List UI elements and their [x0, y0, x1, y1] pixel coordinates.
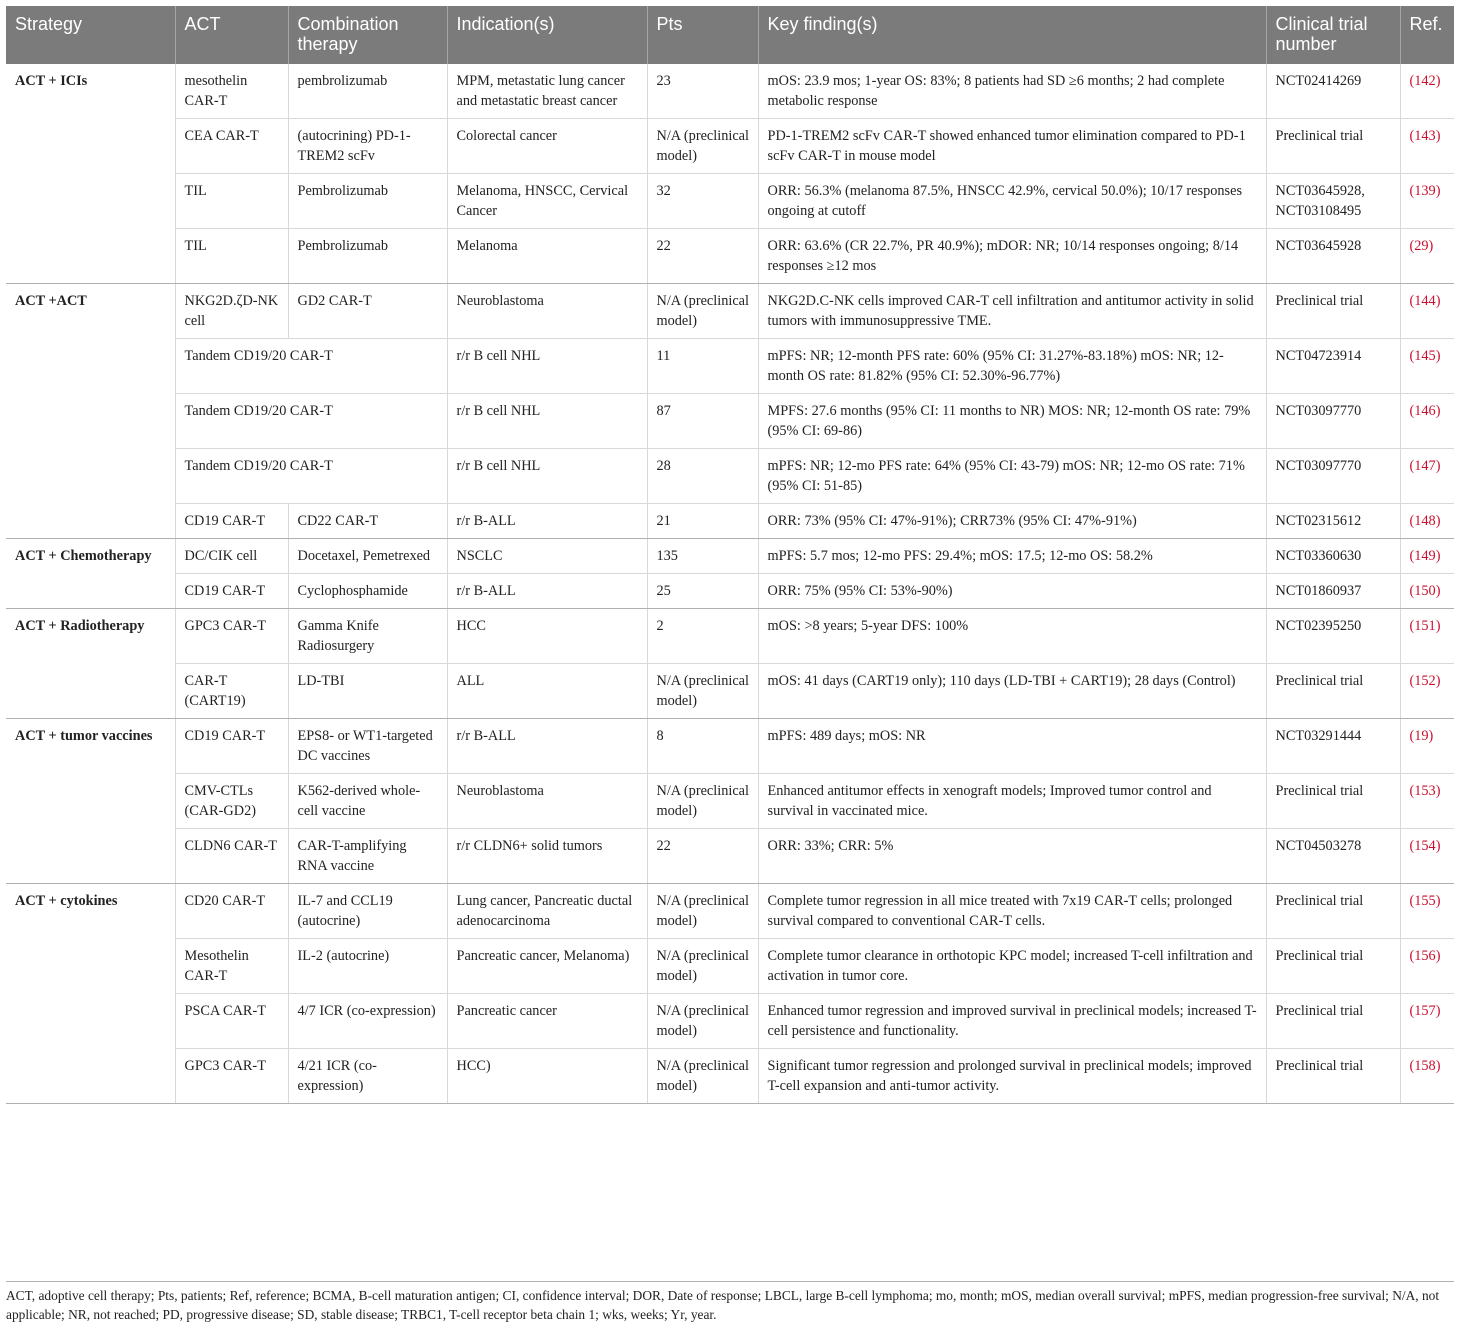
- combination-cell: Pembrolizumab: [288, 174, 447, 229]
- ref-cell: [1400, 119, 1454, 174]
- act-cell: CAR-T (CART19): [175, 664, 288, 719]
- finding-cell: Complete tumor clearance in orthotopic KPC model; increased T-cell infiltration and activation in tumor core.: [758, 939, 1266, 994]
- finding-cell: mPFS: 5.7 mos; 12-mo PFS: 29.4%; mOS: 17.5; 12-mo OS: 58.2%: [758, 539, 1266, 574]
- trial-cell: NCT04503278: [1266, 829, 1400, 884]
- table-row: [6, 994, 1454, 1049]
- indication-cell: MPM, metastatic lung cancer and metastatic breast cancer: [447, 64, 647, 119]
- finding-cell: Enhanced tumor regression and improved survival in preclinical models; increased T-cell persistence and functionality.: [758, 994, 1266, 1049]
- table-row: [6, 574, 1454, 609]
- reference-link: (143): [1409, 128, 1441, 144]
- combination-cell: Cyclophosphamide: [288, 574, 447, 609]
- finding-cell: mOS: 41 days (CART19 only); 110 days (LD-TBI + CART19); 28 days (Control): [758, 664, 1266, 719]
- pts-cell: N/A (preclinical model): [647, 664, 758, 719]
- pts-cell: N/A (preclinical model): [647, 994, 758, 1049]
- act-cell: DC/CIK cell: [175, 539, 288, 574]
- reference-link: (155): [1409, 893, 1441, 909]
- reference-link: (29): [1409, 238, 1434, 254]
- indication-cell: r/r B-ALL: [447, 574, 647, 609]
- table-row: [6, 504, 1454, 539]
- table-body: [6, 64, 1454, 1104]
- act-cell: CD20 CAR-T: [175, 884, 288, 939]
- reference-link: (150): [1409, 583, 1441, 599]
- indication-cell: NSCLC: [447, 539, 647, 574]
- finding-cell: ORR: 56.3% (melanoma 87.5%, HNSCC 42.9%, cervical 50.0%); 10/17 responses ongoing at cutoff: [758, 174, 1266, 229]
- pts-cell: N/A (preclinical model): [647, 884, 758, 939]
- ref-cell: [1400, 664, 1454, 719]
- reference-link: (139): [1409, 183, 1441, 199]
- strategy-cell: ACT + Chemotherapy: [6, 539, 175, 609]
- trial-cell: Preclinical trial: [1266, 664, 1400, 719]
- table-bottom-rule: [6, 1281, 1454, 1282]
- indication-cell: Pancreatic cancer: [447, 994, 647, 1049]
- reference-link: (151): [1409, 618, 1441, 634]
- table-row: [6, 939, 1454, 994]
- act-cell: Tandem CD19/20 CAR-T: [175, 339, 447, 394]
- ref-cell: [1400, 229, 1454, 284]
- trial-cell: Preclinical trial: [1266, 994, 1400, 1049]
- table-row: [6, 284, 1454, 339]
- trial-cell: NCT01860937: [1266, 574, 1400, 609]
- combination-cell: EPS8- or WT1-targeted DC vaccines: [288, 719, 447, 774]
- reference-link: (145): [1409, 348, 1441, 364]
- strategy-cell: ACT + Radiotherapy: [6, 609, 175, 719]
- combination-cell: Docetaxel, Pemetrexed: [288, 539, 447, 574]
- indication-cell: Pancreatic cancer, Melanoma): [447, 939, 647, 994]
- ref-cell: [1400, 994, 1454, 1049]
- reference-link: (158): [1409, 1058, 1441, 1074]
- ref-cell: [1400, 829, 1454, 884]
- combination-cell: LD-TBI: [288, 664, 447, 719]
- ref-cell: [1400, 719, 1454, 774]
- trial-cell: NCT03645928, NCT03108495: [1266, 174, 1400, 229]
- table-row: [6, 884, 1454, 939]
- pts-cell: 22: [647, 229, 758, 284]
- table-row: [6, 339, 1454, 394]
- table-row: [6, 119, 1454, 174]
- ref-cell: [1400, 394, 1454, 449]
- act-cell: Mesothelin CAR-T: [175, 939, 288, 994]
- trial-cell: Preclinical trial: [1266, 284, 1400, 339]
- reference-link: (153): [1409, 783, 1441, 799]
- indication-cell: Colorectal cancer: [447, 119, 647, 174]
- finding-cell: mPFS: NR; 12-month PFS rate: 60% (95% CI: 31.27%-83.18%) mOS: NR; 12-month OS rate: 81.82% (95% CI: 52.30%-96.77%): [758, 339, 1266, 394]
- combination-cell: K562-derived whole-cell vaccine: [288, 774, 447, 829]
- table-row: [6, 394, 1454, 449]
- table-footnote: ACT, adoptive cell therapy; Pts, patients; Ref, reference; BCMA, B-cell maturation antigen; CI, confidence interval; DOR, Date of response; LBCL, large B-cell lymphoma; mo, month; mOS, median overall survival; mPFS, median progression-free survival; N/A, not applicable; NR, not reached; PD, progressive disease; SD, stable disease; TRBC1, T-cell receptor beta chain 1; wks, weeks; Yr, year.: [6, 1288, 1440, 1322]
- indication-cell: ALL: [447, 664, 647, 719]
- pts-cell: 23: [647, 64, 758, 119]
- pts-cell: N/A (preclinical model): [647, 1049, 758, 1104]
- act-cell: Tandem CD19/20 CAR-T: [175, 394, 447, 449]
- combination-cell: Pembrolizumab: [288, 229, 447, 284]
- pts-cell: 28: [647, 449, 758, 504]
- col-header-finding: Key finding(s): [758, 6, 1266, 64]
- pts-cell: 8: [647, 719, 758, 774]
- act-cell: CLDN6 CAR-T: [175, 829, 288, 884]
- combination-cell: GD2 CAR-T: [288, 284, 447, 339]
- ref-cell: [1400, 609, 1454, 664]
- pts-cell: 2: [647, 609, 758, 664]
- col-header-combination: Combination therapy: [288, 6, 447, 64]
- act-cell: CEA CAR-T: [175, 119, 288, 174]
- combination-cell: 4/21 ICR (co-expression): [288, 1049, 447, 1104]
- act-cell: TIL: [175, 174, 288, 229]
- pts-cell: 32: [647, 174, 758, 229]
- act-cell: CD19 CAR-T: [175, 504, 288, 539]
- ref-cell: [1400, 939, 1454, 994]
- finding-cell: Significant tumor regression and prolonged survival in preclinical models; improved T-cell expansion and anti-tumor activity.: [758, 1049, 1266, 1104]
- act-cell: TIL: [175, 229, 288, 284]
- pts-cell: 135: [647, 539, 758, 574]
- indication-cell: HCC): [447, 1049, 647, 1104]
- indication-cell: r/r B cell NHL: [447, 339, 647, 394]
- ref-cell: [1400, 449, 1454, 504]
- trial-cell: NCT04723914: [1266, 339, 1400, 394]
- strategy-cell: ACT +ACT: [6, 284, 175, 539]
- table-row: [6, 664, 1454, 719]
- trial-cell: NCT03291444: [1266, 719, 1400, 774]
- col-header-trial: Clinical trial number: [1266, 6, 1400, 64]
- trial-cell: NCT03645928: [1266, 229, 1400, 284]
- combination-cell: CD22 CAR-T: [288, 504, 447, 539]
- col-header-act: ACT: [175, 6, 288, 64]
- pts-cell: N/A (preclinical model): [647, 119, 758, 174]
- combination-cell: pembrolizumab: [288, 64, 447, 119]
- table-row: [6, 449, 1454, 504]
- indication-cell: r/r B cell NHL: [447, 394, 647, 449]
- finding-cell: ORR: 75% (95% CI: 53%-90%): [758, 574, 1266, 609]
- finding-cell: MPFS: 27.6 months (95% CI: 11 months to NR) MOS: NR; 12-month OS rate: 79% (95% CI: 69-86): [758, 394, 1266, 449]
- act-cell: CD19 CAR-T: [175, 719, 288, 774]
- indication-cell: HCC: [447, 609, 647, 664]
- combination-cell: Gamma Knife Radiosurgery: [288, 609, 447, 664]
- table-row: [6, 229, 1454, 284]
- finding-cell: Enhanced antitumor effects in xenograft models; Improved tumor control and survival in vaccinated mice.: [758, 774, 1266, 829]
- ref-cell: [1400, 284, 1454, 339]
- combination-cell: 4/7 ICR (co-expression): [288, 994, 447, 1049]
- strategy-cell: ACT + tumor vaccines: [6, 719, 175, 884]
- reference-link: (148): [1409, 513, 1441, 529]
- pts-cell: 25: [647, 574, 758, 609]
- table-row: [6, 539, 1454, 574]
- ref-cell: [1400, 174, 1454, 229]
- indication-cell: Melanoma: [447, 229, 647, 284]
- pts-cell: 11: [647, 339, 758, 394]
- reference-link: (19): [1409, 728, 1434, 744]
- combination-cell: IL-2 (autocrine): [288, 939, 447, 994]
- indication-cell: r/r B-ALL: [447, 719, 647, 774]
- trial-cell: NCT03097770: [1266, 449, 1400, 504]
- ref-cell: [1400, 574, 1454, 609]
- col-header-ref: Ref.: [1400, 6, 1454, 64]
- reference-link: (142): [1409, 73, 1441, 89]
- act-cell: GPC3 CAR-T: [175, 609, 288, 664]
- pts-cell: N/A (preclinical model): [647, 939, 758, 994]
- combination-cell: (autocrining) PD-1-TREM2 scFv: [288, 119, 447, 174]
- act-cell: mesothelin CAR-T: [175, 64, 288, 119]
- combination-cell: IL-7 and CCL19 (autocrine): [288, 884, 447, 939]
- col-header-pts: Pts: [647, 6, 758, 64]
- ref-cell: [1400, 339, 1454, 394]
- ref-cell: [1400, 884, 1454, 939]
- table-row: [6, 829, 1454, 884]
- reference-link: (154): [1409, 838, 1441, 854]
- reference-link: (152): [1409, 673, 1441, 689]
- reference-link: (146): [1409, 403, 1441, 419]
- act-cell: Tandem CD19/20 CAR-T: [175, 449, 447, 504]
- act-cell: NKG2D.ζD-NK cell: [175, 284, 288, 339]
- trial-cell: NCT02315612: [1266, 504, 1400, 539]
- col-header-indication: Indication(s): [447, 6, 647, 64]
- combination-cell: CAR-T-amplifying RNA vaccine: [288, 829, 447, 884]
- strategy-cell: ACT + cytokines: [6, 884, 175, 1104]
- pts-cell: N/A (preclinical model): [647, 284, 758, 339]
- trial-cell: NCT02395250: [1266, 609, 1400, 664]
- finding-cell: ORR: 63.6% (CR 22.7%, PR 40.9%); mDOR: NR; 10/14 responses ongoing; 8/14 responses ≥12 mos: [758, 229, 1266, 284]
- trial-cell: NCT03097770: [1266, 394, 1400, 449]
- combination-therapy-table: [6, 6, 1454, 1104]
- act-cell: CD19 CAR-T: [175, 574, 288, 609]
- reference-link: (147): [1409, 458, 1441, 474]
- pts-cell: 87: [647, 394, 758, 449]
- pts-cell: 21: [647, 504, 758, 539]
- ref-cell: [1400, 64, 1454, 119]
- act-cell: GPC3 CAR-T: [175, 1049, 288, 1104]
- table-row: [6, 609, 1454, 664]
- pts-cell: N/A (preclinical model): [647, 774, 758, 829]
- trial-cell: Preclinical trial: [1266, 119, 1400, 174]
- reference-link: (157): [1409, 1003, 1441, 1019]
- finding-cell: mPFS: 489 days; mOS: NR: [758, 719, 1266, 774]
- reference-link: (149): [1409, 548, 1441, 564]
- ref-cell: [1400, 774, 1454, 829]
- act-cell: PSCA CAR-T: [175, 994, 288, 1049]
- trial-cell: Preclinical trial: [1266, 774, 1400, 829]
- table-row: [6, 774, 1454, 829]
- ref-cell: [1400, 1049, 1454, 1104]
- indication-cell: r/r B cell NHL: [447, 449, 647, 504]
- reference-link: (156): [1409, 948, 1441, 964]
- finding-cell: mPFS: NR; 12-mo PFS rate: 64% (95% CI: 43-79) mOS: NR; 12-mo OS rate: 71% (95% CI: 51-85): [758, 449, 1266, 504]
- indication-cell: Melanoma, HNSCC, Cervical Cancer: [447, 174, 647, 229]
- indication-cell: Neuroblastoma: [447, 774, 647, 829]
- table-row: [6, 174, 1454, 229]
- trial-cell: Preclinical trial: [1266, 884, 1400, 939]
- indication-cell: Lung cancer, Pancreatic ductal adenocarcinoma: [447, 884, 647, 939]
- indication-cell: r/r B-ALL: [447, 504, 647, 539]
- strategy-cell: ACT + ICIs: [6, 64, 175, 284]
- finding-cell: PD-1-TREM2 scFv CAR-T showed enhanced tumor elimination compared to PD-1 scFv CAR-T in mouse model: [758, 119, 1266, 174]
- ref-cell: [1400, 504, 1454, 539]
- pts-cell: 22: [647, 829, 758, 884]
- reference-link: (144): [1409, 293, 1441, 309]
- finding-cell: ORR: 73% (95% CI: 47%-91%); CRR73% (95% CI: 47%-91%): [758, 504, 1266, 539]
- finding-cell: mOS: >8 years; 5-year DFS: 100%: [758, 609, 1266, 664]
- indication-cell: Neuroblastoma: [447, 284, 647, 339]
- trial-cell: Preclinical trial: [1266, 939, 1400, 994]
- finding-cell: Complete tumor regression in all mice treated with 7x19 CAR-T cells; prolonged survival compared to conventional CAR-T cells.: [758, 884, 1266, 939]
- finding-cell: NKG2D.C-NK cells improved CAR-T cell infiltration and antitumor activity in solid tumors with immunosuppressive TME.: [758, 284, 1266, 339]
- table-row: [6, 1049, 1454, 1104]
- act-cell: CMV-CTLs (CAR-GD2): [175, 774, 288, 829]
- finding-cell: ORR: 33%; CRR: 5%: [758, 829, 1266, 884]
- col-header-strategy: Strategy: [6, 6, 175, 64]
- ref-cell: [1400, 539, 1454, 574]
- table-row: [6, 64, 1454, 119]
- trial-cell: Preclinical trial: [1266, 1049, 1400, 1104]
- table-row: [6, 719, 1454, 774]
- finding-cell: mOS: 23.9 mos; 1-year OS: 83%; 8 patients had SD ≥6 months; 2 had complete metabolic response: [758, 64, 1266, 119]
- trial-cell: NCT03360630: [1266, 539, 1400, 574]
- indication-cell: r/r CLDN6+ solid tumors: [447, 829, 647, 884]
- header-row: [6, 6, 1454, 64]
- trial-cell: NCT02414269: [1266, 64, 1400, 119]
